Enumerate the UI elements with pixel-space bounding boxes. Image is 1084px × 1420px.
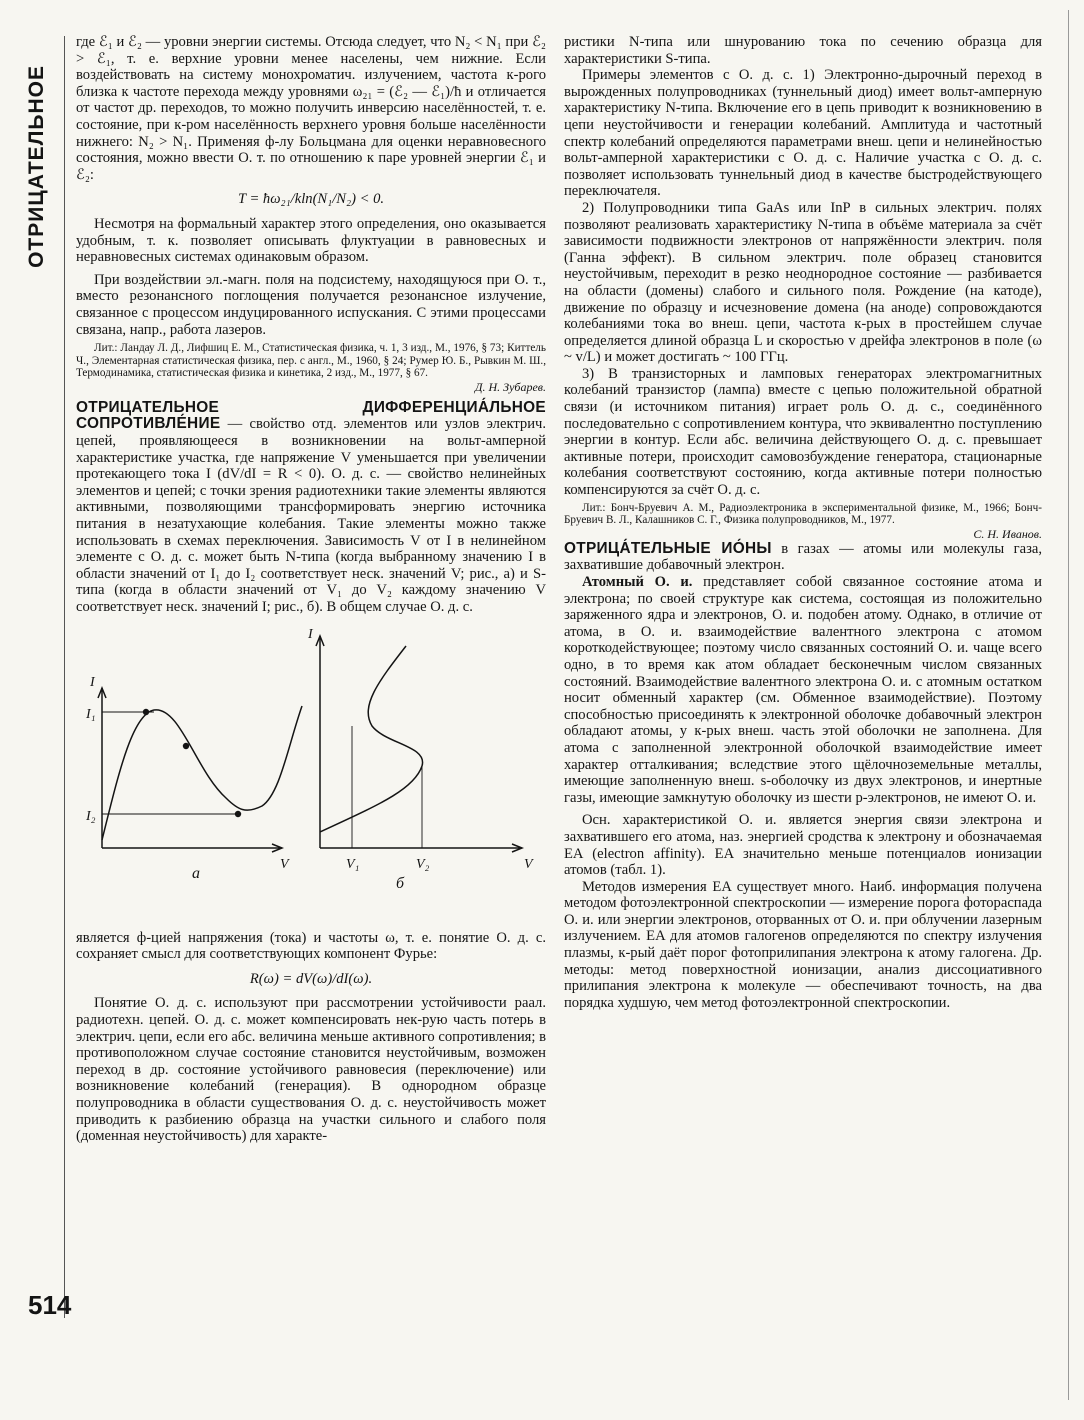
running-head-text: ОТРИЦАТЕЛЬНОЕ xyxy=(25,64,48,268)
formula-fourier: R(ω) = dV(ω)/dI(ω). xyxy=(249,970,373,987)
running-head xyxy=(22,36,52,296)
article-text: в газах — атомы или молекулы газа, захватившие добавочный электрон. xyxy=(564,540,1042,574)
margin-rule xyxy=(64,36,65,1318)
paragraph: Понятие О. д. с. используют при рассмотрении устойчивости раал. радиотехн. цепей. О. д. с. может компенсировать нек-рую часть потерь в электрич. цепи, если его абс. величина меньше активного сопротивления; в противоположном случае состояние становится неустойчивым, возможен переход в др. состояние устойчивого равновесия (переключение) или возникновение колебаний (генерация). В однородном образце полупроводника в области существования О. д. с. неустойчивость может приводить к разбиению образца на участки сильного и слабого поля (доменная неустойчивость) для характе- xyxy=(76,995,546,1145)
a-n-type-curve xyxy=(102,706,302,840)
b-v-axis-label: V xyxy=(524,856,533,872)
scan-edge-rule xyxy=(1068,10,1069,1400)
a-point-middle xyxy=(183,742,189,748)
article-text: — свойство отд. элементов или узлов электрич. цепей, проявляющееся в возникновении на вольт-амперной характеристике участка, где напряжение V уменьшается при увеличении протекающего тока I (dV/dI = R < 0). О. д. с. — свойство нелинейных элементов и цепей; с точки зрения радиотехники такие элементы являются активными, позволяющими трансформировать энергию источника питания в незатухающие колебания. Такие элементы можно также использовать в схемах переключения. Зависимость V от I в нелинейном элементе с О. д. с. может быть N-типа (когда выбранному значению I в области значений от I₁ до I₂ соответствует неск. значений V; рис., а) и S-типа (когда в области значений от V₁ до V₂ каждому значению V соответствует неск. значений I; рис., б). В общем случае О. д. с. xyxy=(76,416,546,615)
paragraph: ристики N-типа или шнурованию тока по сечению образца для характеристики S-типа. xyxy=(564,34,1042,67)
b-v1-label: V₁ xyxy=(346,856,360,872)
author-signature: С. Н. Иванов. xyxy=(973,526,1042,541)
figure-iv-curves xyxy=(76,626,546,926)
page-number: 514 xyxy=(28,1290,72,1320)
literature-list: Лит.: Бонч-Бруевич А. М., Радиоэлектроника в экспериментальной физике, М., 1966; Бонч-Бруевич В. Л., Калашников С. Г., Физика полупроводников, М., 1977. xyxy=(564,501,1042,527)
article-entry xyxy=(564,541,1042,574)
article-entry xyxy=(76,400,546,616)
a-panel-label: а xyxy=(192,864,200,882)
formula-temperature: T = ħω₂₁/kln(N₁/N₂) < 0. xyxy=(237,191,385,208)
paragraph: При воздействии эл.-магн. поля на подсистему, находящуюся при О. т., вместо резонансного поглощения получается резонансное излучение, связанное с процессом индуцированного испускания. С этими процессами связана, напр., работа лазеров. xyxy=(76,271,546,338)
article-heading: ОТРИЦА́ТЕЛЬНЫЕ ИО́НЫ xyxy=(564,539,772,557)
a-i1-label: I₁ xyxy=(86,706,96,722)
b-i-axis-label: I xyxy=(308,626,313,642)
paragraph: где ℰ₁ и ℰ₂ — уровни энергии системы. Отсюда следует, что N₂ < N₁ при ℰ₂ > ℰ₁, т. е. верхние уровни менее населены, чем нижние. Если воздействовать на систему монохроматич. излучением, частота к-рого близка к частоте перехода между уровнями ω₂₁ = (ℰ₂ — ℰ₁)/ħ и отличается от частот др. переходов, то можно получить инверсию населённостей, т. е. состояние, при к-ром населённость верхнего уровня больше населённости нижнего: N₂ > N₁. Применяя ф-лу Больцмана для оценки неравновесного состояния, можно ввести О. т. по отношению к паре уровней энергии ℰ₁ и ℰ₂: xyxy=(76,34,546,183)
a-point-upper xyxy=(143,708,149,714)
paragraph: является ф-цией напряжения (тока) и частоты ω, т. е. понятие О. д. с. сохраняет смысл для соответствующих компонент Фурье: xyxy=(76,929,546,963)
paragraph: Примеры элементов с О. д. с. 1) Электронно-дырочный переход в вырожденных полупроводниках (туннельный диод) имеет вольт-амперную характеристику N-типа. Включение его в цепь приводит к возникновению в цепи неустойчивости и генерации колебаний. Амплитуда и частотный спектр колебаний определяются параметрами внеш. цепи и нелинейностью вольт-амперной характеристики с О. д. с. Наличие участка с О. д. с. позволяет использовать туннельный диод в качестве быстродействующего переключателя. xyxy=(564,67,1042,200)
a-i-axis-label: I xyxy=(90,674,95,690)
figure-svg xyxy=(76,626,546,926)
paragraph: 3) В транзисторных и ламповых генераторах электромагнитных колебаний транзистор (лампа) вместе с цепью положительной обратной связи (и источником питания) играет роль О. д. с., соединённого последовательно с сопротивлением контура, что эквивалентно поступлению энергии в контур. Если абс. величина действующего О. д. с. превышает активные потери, происходит самовозбуждение генератора, стационарные колебания соответствуют состоянию, когда активные потери полностью компенсируются за счёт О. д. с. xyxy=(564,365,1042,499)
paragraph-text: представляет собой связанное состояние атома и электрона; по своей структуре как система, состоящая из положительно заряженного ядра и электронов, О. и. подобен атому. Однако, в отличие от атома, в О. и. взаимодействие валентного электрона с атомом короткодействующее; поэтому число связанных состояний О. и. чаще всего одно, в то время как атом обладает бесконечным числом связанных состояний. Взаимодействие валентного электрона О. и. с атомным остатком носит обменный характер (см. Обменное взаимодействие). Поэтому способностью присоединять к электронной оболочке добавочный электрон обладают атомы, у к-рых внеш. часть этой оболочки не заполнена. Для атома с заполненной электронной оболочкой взаимодействие имеет характер отталкивания; вследствие этого щёлочноземельные металлы, имеющие заполненную внеш. s-оболочку из двух электронов, и инертные газы, имеющие замкнутую оболочку из шести p-электронов, не имеют О. и. xyxy=(564,574,1042,806)
a-i2-label: I₂ xyxy=(86,808,96,824)
paragraph: Методов измерения EA существует много. Наиб. информация получена методом фотоэлектронной спектроскопии — измерение порога фотораспада О. и. или энергии электронов, оторванных от О. и. при облучении лазерным излучением. EA для атомов галогенов определяются по спектру излучения плазмы, к-рый даёт порог фотоприлипания электрона к атому галогена. Др. методы: метод поверхностной ионизации, анализ диссоциативного прилипания электрона к молекуле — обеспечивают точность, на два порядка худшую, чем метод фотоэлектронной спектроскопии. xyxy=(564,878,1042,1011)
paragraph: Несмотря на формальный характер этого определения, оно оказывается удобным, т. к. позволяет описывать флуктуации в равновесных и неравновесных системах одинаковым образом. xyxy=(76,215,546,266)
run-in-term: Атомный О. и. xyxy=(582,574,693,590)
right-column xyxy=(564,34,1042,1011)
b-s-type-curve xyxy=(320,646,423,832)
a-v-axis-label: V xyxy=(280,856,289,872)
literature-list: Лит.: Ландау Л. Д., Лифшиц Е. М., Статистическая физика, ч. 1, 3 изд., М., 1976, § 73; Киттель Ч., Элементарная статистическая физика, пер. с англ., М., 1960, § 24; Румер Ю. Б., Рывкин М. Ш., Термодинамика, статистическая физика и кинетика, 2 изд., М., 1977, § 67. xyxy=(76,342,546,380)
paragraph: Осн. характеристикой О. и. является энергия связи электрона и захватившего его атома, наз. энергией сродства к электрону и обозначаемая EA (electron affinity). EA значительно меньше потенциалов ионизации атомов (табл. 1). xyxy=(564,812,1042,879)
paragraph xyxy=(564,574,1042,806)
paragraph: 2) Полупроводники типа GaAs или InP в сильных электрич. полях позволяют реализовать характеристику N-типа в объёме материала за счёт зависимости подвижности электронов от напряжённости электрич. поля (Ганна эффект). В сильном электрич. поле образец становится неустойчивым, переходит в резко неоднородное состояние — разбивается на области (домены) слабого и сильного поля. Рождение (на катоде), движение по образцу и исчезновение домена (на аноде) сопровождаются колебаниями тока во внеш. цепи, частота к-рых в простейшем случае определяется длиной образца L и скоростью v дрейфа электронов в поле (ω ~ v/L) и может достигать ~ 100 ГГц. xyxy=(564,199,1042,366)
article-heading: ОТРИЦАТЕЛЬНОЕ ДИФФЕРЕНЦИА́ЛЬНОЕ СОПРОТИВЛЕ́НИЕ xyxy=(76,398,546,433)
b-v2-label: V₂ xyxy=(416,856,430,872)
b-panel-label: б xyxy=(396,874,405,892)
author-signature: Д. Н. Зубарев. xyxy=(474,379,546,394)
a-point-lower xyxy=(235,810,241,816)
left-column xyxy=(76,34,546,1145)
